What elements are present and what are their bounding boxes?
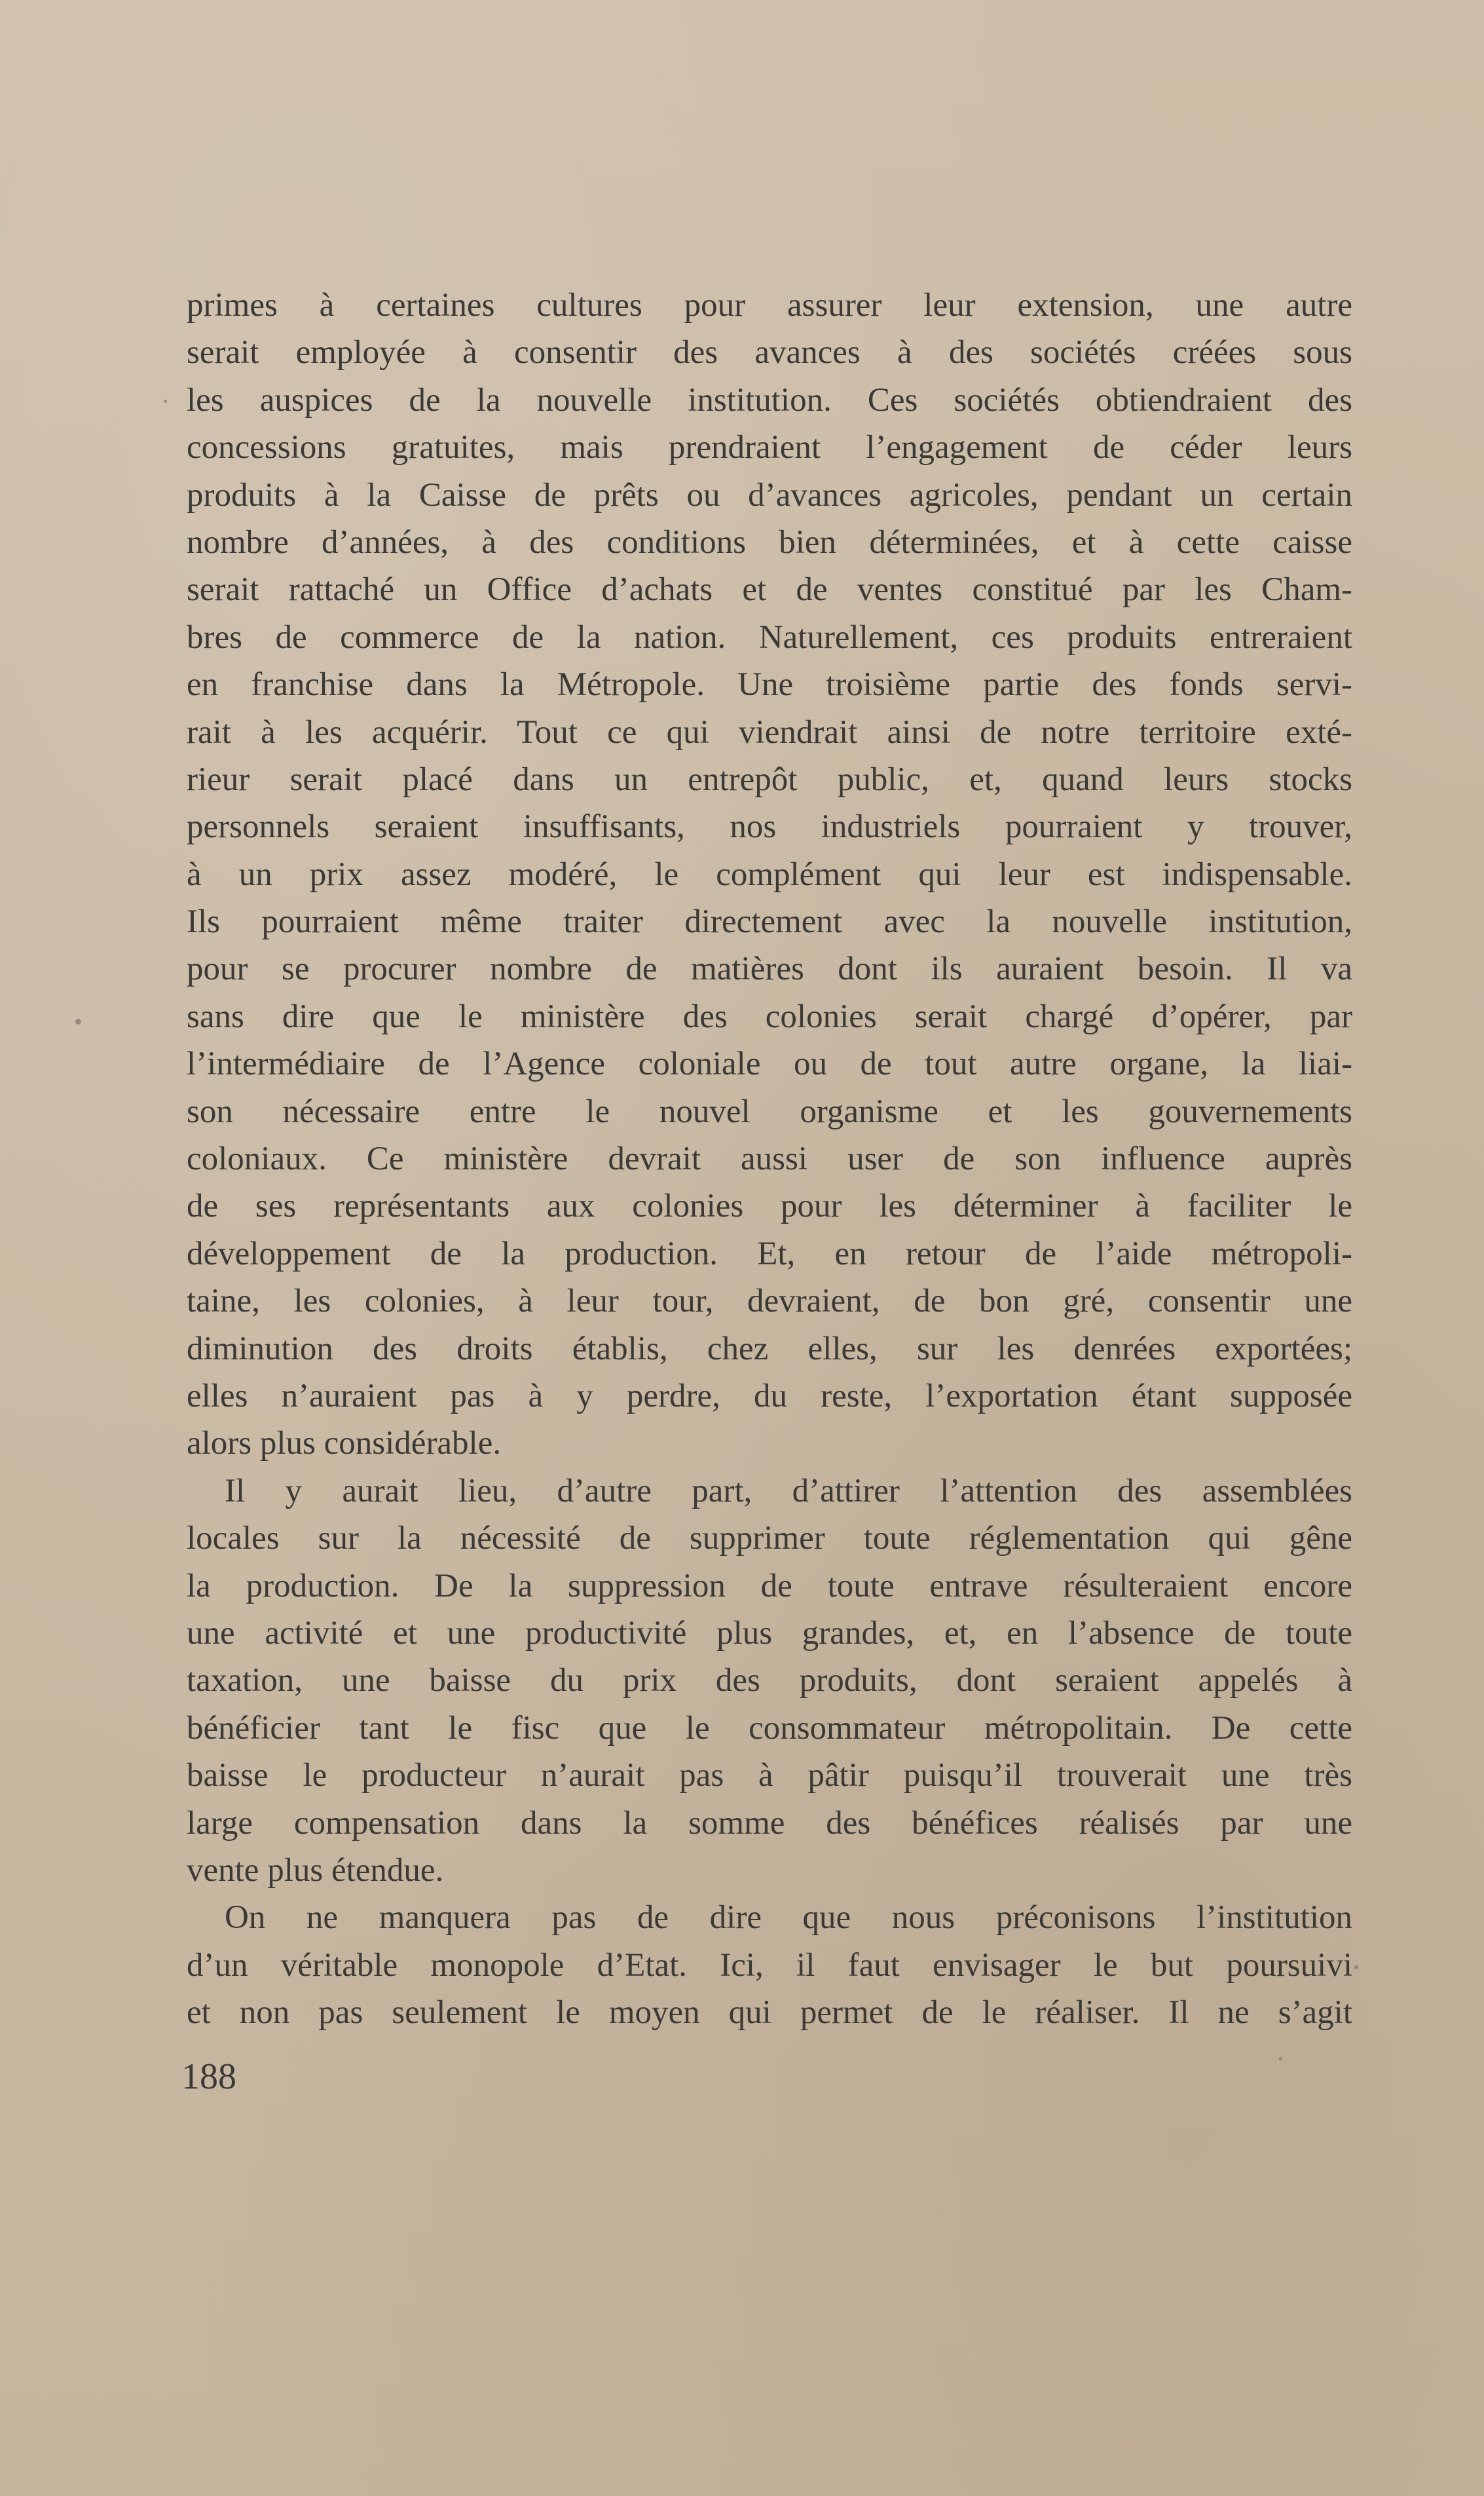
text-line: son nécessaire entre le nouvel organisme et les gouvernements [187,1093,1352,1130]
text-line: On ne manquera pas de dire que nous préconisons l’institution [225,1899,1352,1937]
text-line: en franchise dans la Métropole. Une troisième partie des fonds servi- [187,666,1352,704]
text-line: locales sur la nécessité de supprimer toute réglementation qui gêne [187,1520,1352,1557]
paper-speck [1354,1965,1358,1969]
text-line: large compensation dans la somme des bénéfices réalisés par une [187,1804,1352,1842]
text-line: alors plus considérable. [187,1425,502,1462]
text-line: de ses représentants aux colonies pour les déterminer à faciliter le [187,1188,1352,1225]
text-line: produits à la Caisse de prêts ou d’avances agricoles, pendant un certain [187,476,1352,514]
body-text [187,282,1352,2036]
paper-speck [75,1019,81,1025]
text-line: les auspices de la nouvelle institution. Ces sociétés obtiendraient des [187,381,1352,419]
text-line: rait à les acquérir. Tout ce qui viendrait ainsi de notre territoire exté- [187,713,1352,751]
text-line: bres de commerce de la nation. Naturellement, ces produits entreraient [187,618,1352,656]
text-line: la production. De la suppression de toute entrave résulteraient encore [187,1567,1352,1604]
text-line: et non pas seulement le moyen qui permet de le réaliser. Il ne s’agit [187,1994,1352,2032]
paper-speck [1279,2057,1282,2060]
text-line: serait rattaché un Office d’achats et de ventes constitué par les Cham- [187,571,1352,609]
text-line: sans dire que le ministère des colonies serait chargé d’opérer, par [187,998,1352,1035]
text-line: taine, les colonies, à leur tour, devraient, de bon gré, consentir une [187,1283,1352,1320]
text-line: Il y aurait lieu, d’autre part, d’attirer l’attention des assemblées [225,1472,1352,1509]
text-line: elles n’auraient pas à y perdre, du reste, l’exportation étant supposée [187,1377,1352,1414]
text-line: coloniaux. Ce ministère devrait aussi user de son influence auprès [187,1141,1352,1178]
text-line: à un prix assez modéré, le complément qui leur est indispensable. [187,856,1352,893]
text-line: développement de la production. Et, en retour de l’aide métropoli- [187,1235,1352,1272]
text-line: concessions gratuites, mais prendraient l’engagement de céder leurs [187,429,1352,466]
text-line: Ils pourraient même traiter directement avec la nouvelle institution, [187,903,1352,941]
text-line: primes à certaines cultures pour assurer leur extension, une autre [187,287,1352,324]
text-line: une activité et une productivité plus grandes, et, en l’absence de toute [187,1614,1352,1652]
text-line: vente plus étendue. [187,1851,444,1889]
text-line: diminution des droits établis, chez elles, sur les denrées exportées; [187,1330,1352,1367]
page-number: 188 [181,2056,236,2097]
text-line: d’un véritable monopole d’Etat. Ici, il faut envisager le but poursuivi [187,1946,1352,1984]
text-line: baisse le producteur n’aurait pas à pâtir puisqu’il trouverait une très [187,1757,1352,1794]
text-line: bénéficier tant le fisc que le consommateur métropolitain. De cette [187,1709,1352,1747]
text-line: personnels seraient insuffisants, nos industriels pourraient y trouver, [187,808,1352,846]
paper-speck [164,400,167,403]
text-line: rieur serait placé dans un entrepôt public, et, quand leurs stocks [187,761,1352,798]
text-line: pour se procurer nombre de matières dont ils auraient besoin. Il va [187,951,1352,988]
text-line: taxation, une baisse du prix des produits, dont seraient appelés à [187,1662,1352,1699]
text-line: serait employée à consentir des avances à des sociétés créées sous [187,334,1352,371]
text-line: l’intermédiaire de l’Agence coloniale ou de tout autre organe, la liai- [187,1046,1352,1083]
text-line: nombre d’années, à des conditions bien déterminées, et à cette caisse [187,523,1352,561]
